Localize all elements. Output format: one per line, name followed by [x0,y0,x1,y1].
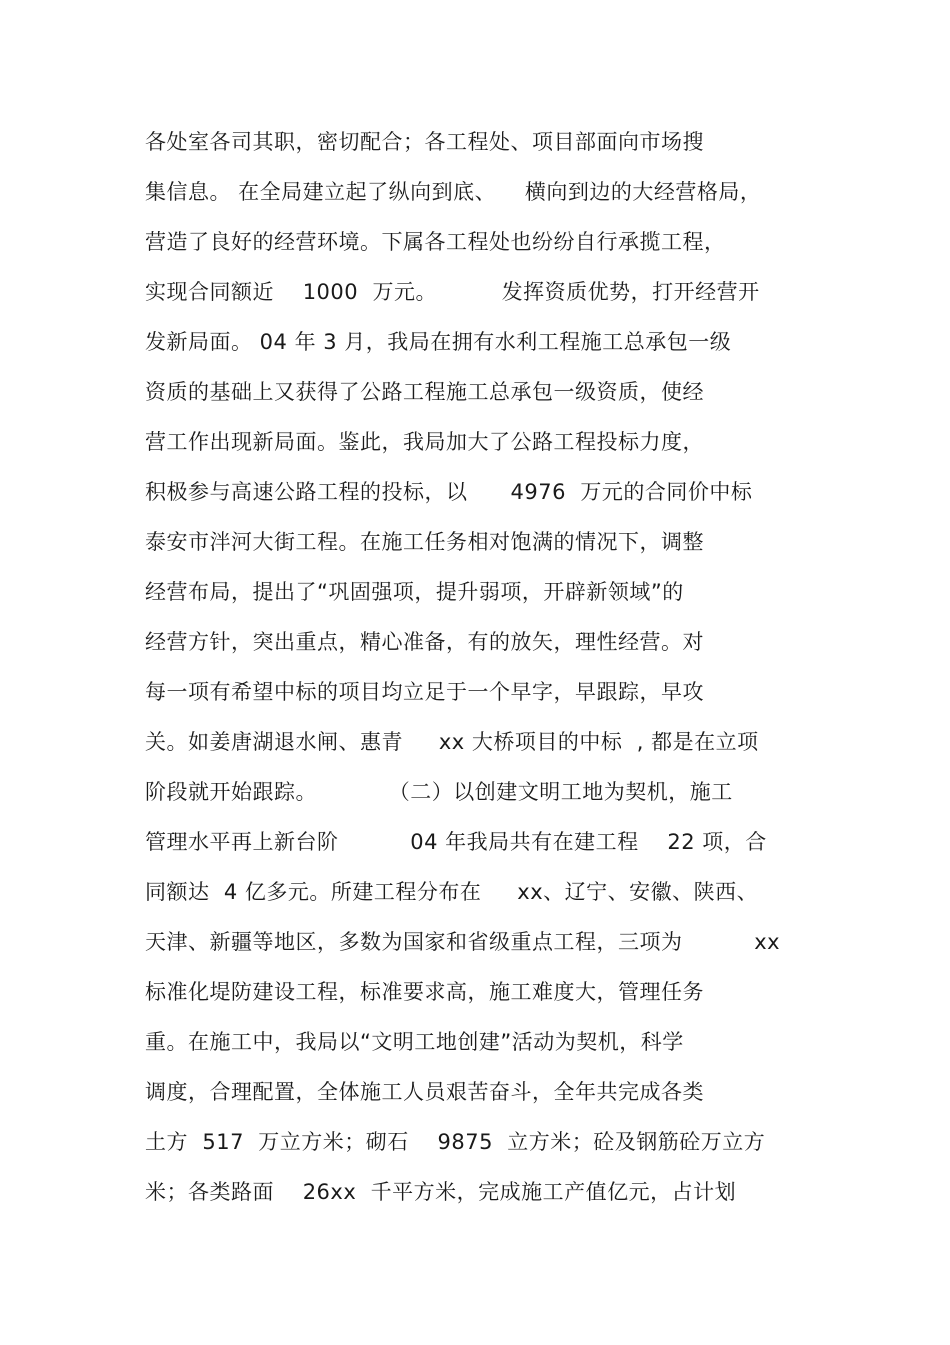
text-line: 米；各类路面 26xx 千平方米，完成施工产值亿元，占计划 [145,1180,737,1204]
text-line: 经营布局，提出了“巩固强项，提升弱项，开辟新领域”的 [145,580,684,604]
text-line: 实现合同额近 1000 万元。 发挥资质优势，打开经营开 [145,280,760,304]
text-line: 资质的基础上又获得了公路工程施工总承包一级资质，使经 [145,380,704,404]
text-line: 调度，合理配置，全体施工人员艰苦奋斗，全年共完成各类 [145,1080,704,1104]
text-line: 各处室各司其职，密切配合；各工程处、项目部面向市场搜 [145,130,704,154]
text-line: 积极参与高速公路工程的投标，以 4976 万元的合同价中标 [145,480,753,504]
text-line: 阶段就开始跟踪。 （二）以创建文明工地为契机，施工 [145,780,733,804]
text-line: 同额达 4 亿多元。所建工程分布在 xx、辽宁、安徽、陕西、 [145,880,759,904]
text-line: 土方 517 万立方米；砌石 9875 立方米；砼及钢筋砼万立方 [145,1130,766,1154]
text-line: 经营方针，突出重点，精心准备，有的放矢，理性经营。对 [145,630,704,654]
text-line: 管理水平再上新台阶 04 年我局共有在建工程 22 项，合 [145,830,767,854]
text-line: 集信息。 在全局建立起了纵向到底、 横向到边的大经营格局， [145,180,762,204]
text-line: 发新局面。 04 年 3 月，我局在拥有水利工程施工总承包一级 [145,330,732,354]
text-line: 泰安市泮河大街工程。在施工任务相对饱满的情况下，调整 [145,530,704,554]
text-line: 标准化堤防建设工程，标准要求高，施工难度大，管理任务 [145,980,704,1004]
text-line: 重。在施工中，我局以“文明工地创建”活动为契机，科学 [145,1030,684,1054]
text-line: 营工作出现新局面。鉴此，我局加大了公路工程投标力度， [145,430,704,454]
text-line: 营造了良好的经营环境。下属各工程处也纷纷自行承揽工程， [145,230,726,254]
text-line: 关。如姜唐湖退水闸、惠青 xx 大桥项目的中标 , 都是在立项 [145,730,759,754]
text-line: 每一项有希望中标的项目均立足于一个早字，早跟踪，早攻 [145,680,704,704]
text-line: 天津、新疆等地区，多数为国家和省级重点工程，三项为 xx [145,930,781,954]
document-body [145,124,825,1224]
